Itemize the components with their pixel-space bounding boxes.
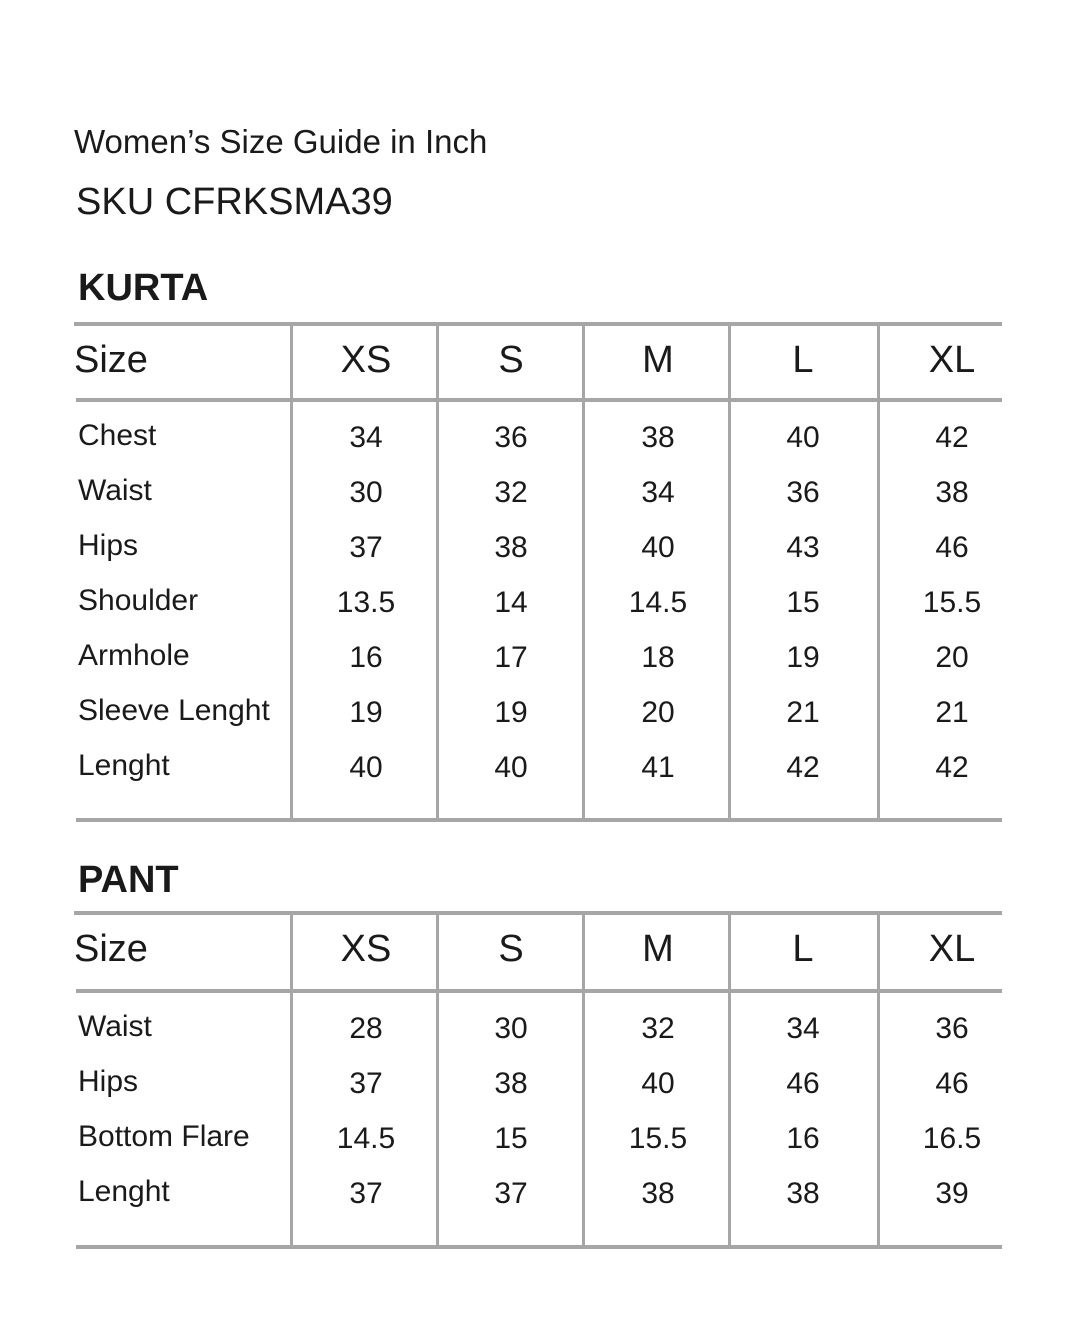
cell-value: 16.5 — [922, 1122, 982, 1155]
column-divider — [877, 913, 880, 1245]
cell-value: 30 — [349, 476, 383, 509]
row-label: Lenght — [78, 749, 170, 782]
cell-value: 46 — [935, 531, 969, 564]
column-divider — [290, 324, 293, 818]
cell-value: 38 — [641, 421, 675, 454]
column-divider — [877, 324, 880, 818]
cell-value: 38 — [641, 1177, 675, 1210]
cell-value: 39 — [935, 1177, 969, 1210]
size-header-label: Size — [74, 339, 148, 381]
column-divider — [436, 324, 439, 818]
kurta-size-table — [74, 322, 1002, 822]
cell-value: 18 — [641, 641, 675, 674]
row-label: Sleeve Lenght — [78, 694, 270, 727]
size-header-l: L — [792, 928, 814, 970]
row-label: Bottom Flare — [78, 1120, 250, 1153]
size-header-s: S — [498, 339, 524, 381]
cell-value: 17 — [494, 641, 528, 674]
cell-value: 36 — [935, 1012, 969, 1045]
table-top-rule — [74, 911, 1002, 915]
cell-value: 43 — [786, 531, 820, 564]
row-label: Chest — [78, 419, 157, 452]
cell-value: 13.5 — [336, 586, 396, 619]
cell-value: 42 — [786, 751, 820, 784]
cell-value: 46 — [935, 1067, 969, 1100]
column-divider — [728, 324, 731, 818]
cell-value: 38 — [935, 476, 969, 509]
table-top-rule — [74, 322, 1002, 326]
size-header-xs: XS — [340, 928, 392, 970]
cell-value: 14.5 — [336, 1122, 396, 1155]
cell-value: 40 — [641, 1067, 675, 1100]
cell-value: 32 — [494, 476, 528, 509]
cell-value: 40 — [349, 751, 383, 784]
cell-value: 14 — [494, 586, 528, 619]
cell-value: 42 — [935, 751, 969, 784]
table-header-rule — [76, 398, 1002, 402]
size-header-s: S — [498, 928, 524, 970]
cell-value: 37 — [349, 1177, 383, 1210]
cell-value: 40 — [786, 421, 820, 454]
cell-value: 19 — [786, 641, 820, 674]
row-label: Waist — [78, 474, 152, 507]
row-label: Hips — [78, 529, 139, 562]
cell-value: 38 — [494, 531, 528, 564]
pant-size-table — [74, 911, 1002, 1249]
size-header-xs: XS — [340, 339, 392, 381]
cell-value: 38 — [786, 1177, 820, 1210]
cell-value: 14.5 — [628, 586, 688, 619]
cell-value: 19 — [349, 696, 383, 729]
cell-value: 28 — [349, 1012, 383, 1045]
size-header-xl: XL — [928, 928, 976, 970]
row-label: Lenght — [78, 1175, 170, 1208]
column-divider — [582, 324, 585, 818]
cell-value: 16 — [349, 641, 383, 674]
cell-value: 38 — [494, 1067, 528, 1100]
table-bottom-rule — [76, 1245, 1002, 1249]
table-bottom-rule — [76, 818, 1002, 822]
pant-section-title: PANT — [78, 859, 179, 901]
cell-value: 34 — [786, 1012, 820, 1045]
sku-label: SKU CFRKSMA39 — [76, 181, 393, 223]
cell-value: 16 — [786, 1122, 820, 1155]
size-header-l: L — [792, 339, 814, 381]
page-title: Women’s Size Guide in Inch — [74, 123, 488, 160]
row-label: Shoulder — [78, 584, 199, 617]
cell-value: 34 — [641, 476, 675, 509]
cell-value: 21 — [935, 696, 969, 729]
size-header-xl: XL — [928, 339, 976, 381]
cell-value: 15.5 — [628, 1122, 688, 1155]
column-divider — [728, 913, 731, 1245]
cell-value: 46 — [786, 1067, 820, 1100]
cell-value: 40 — [494, 751, 528, 784]
kurta-section-title: KURTA — [78, 267, 209, 309]
cell-value: 37 — [349, 1067, 383, 1100]
size-header-m: M — [642, 928, 674, 970]
column-divider — [436, 913, 439, 1245]
cell-value: 42 — [935, 421, 969, 454]
cell-value: 30 — [494, 1012, 528, 1045]
row-label: Armhole — [78, 639, 190, 672]
column-divider — [582, 913, 585, 1245]
size-header-m: M — [642, 339, 674, 381]
cell-value: 15 — [786, 586, 820, 619]
cell-value: 36 — [494, 421, 528, 454]
cell-value: 19 — [494, 696, 528, 729]
cell-value: 41 — [641, 751, 675, 784]
cell-value: 37 — [494, 1177, 528, 1210]
size-header-label: Size — [74, 928, 148, 970]
row-label: Hips — [78, 1065, 139, 1098]
cell-value: 15 — [494, 1122, 528, 1155]
row-label: Waist — [78, 1010, 152, 1043]
cell-value: 36 — [786, 476, 820, 509]
cell-value: 40 — [641, 531, 675, 564]
column-divider — [290, 913, 293, 1245]
cell-value: 34 — [349, 421, 383, 454]
cell-value: 32 — [641, 1012, 675, 1045]
cell-value: 15.5 — [922, 586, 982, 619]
cell-value: 20 — [935, 641, 969, 674]
cell-value: 20 — [641, 696, 675, 729]
table-header-rule — [76, 989, 1002, 993]
cell-value: 21 — [786, 696, 820, 729]
cell-value: 37 — [349, 531, 383, 564]
